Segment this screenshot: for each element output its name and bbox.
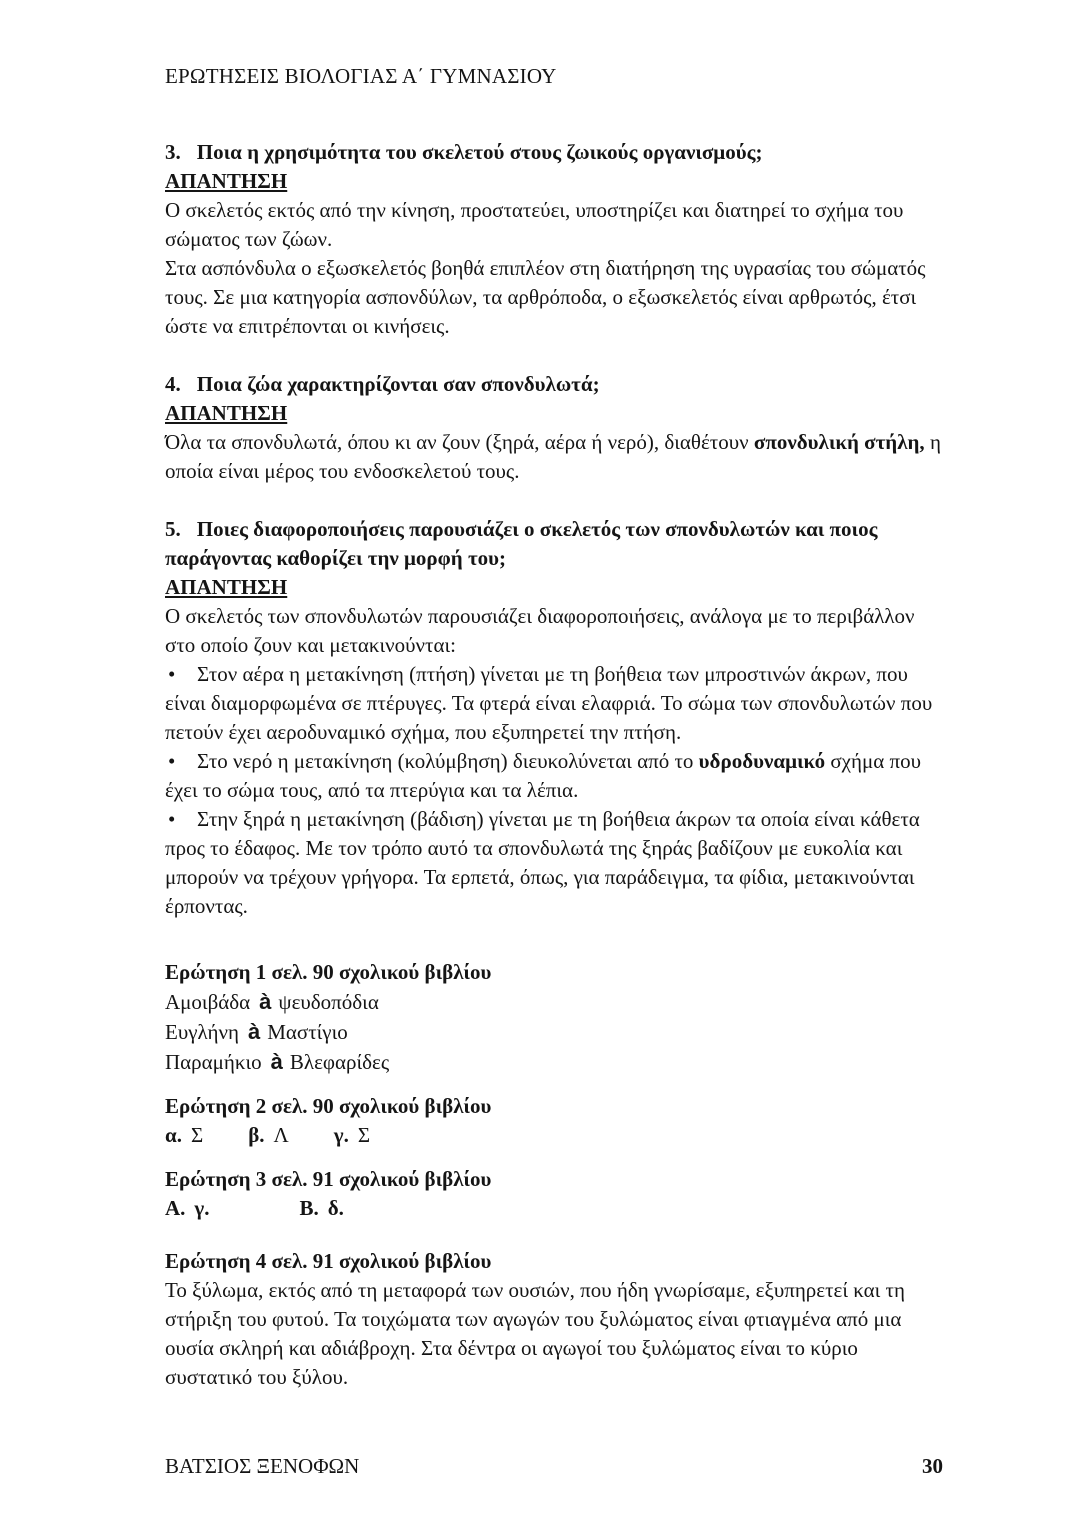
match-line xyxy=(165,1017,943,1047)
answer-pair xyxy=(165,1123,203,1147)
bullet-icon: • xyxy=(168,662,176,686)
match-value: Βλεφαρίδες xyxy=(289,1050,390,1074)
answer-label: ΑΠΑΝΤΗΣΗ xyxy=(165,169,288,193)
question-section-4 xyxy=(165,370,943,486)
answer-pair-value: Σ xyxy=(357,1123,371,1147)
match-value: ψευδοπόδια xyxy=(278,990,379,1014)
exercise-heading: Ερώτηση 1 σελ. 90 σχολικού βιβλίου xyxy=(165,960,492,984)
answer-label: ΑΠΑΝΤΗΣΗ xyxy=(165,575,288,599)
match-name: Παραμήκιο xyxy=(165,1050,262,1074)
answer-label: ΑΠΑΝΤΗΣΗ xyxy=(165,401,288,425)
question-title xyxy=(165,515,943,573)
answer-bold-term: σπονδυλική στήλη, xyxy=(753,430,925,454)
answer-text: Όλα τα σπονδυλωτά, όπου κι αν ζουν (ξηρά, αέρα ή νερό), διαθέτουν xyxy=(165,430,754,454)
question-title xyxy=(165,138,943,167)
exercise-body: Το ξύλωμα, εκτός από τη μεταφορά των ουσιών, που ήδη γνωρίσαμε, εξυπηρετεί και τη στήριξη του φυτού. Τα τοιχώματα των αγωγών του ξυλώματος είναι φτιαγμένα από μια ουσία σκληρή και αδιάβροχη. Στα δέντρα οι αγωγοί του ξυλώματος είναι το κύριο συστατικό του ξύλου. xyxy=(165,1278,905,1389)
arrow-icon: à xyxy=(270,1049,283,1074)
match-name: Αμοιβάδα xyxy=(165,990,251,1014)
match-line xyxy=(165,1047,943,1077)
answer-paragraph xyxy=(165,428,943,486)
match-value: Μαστίγιο xyxy=(267,1020,348,1044)
answer-pair-label: Β. xyxy=(299,1196,319,1220)
exercise-section-3 xyxy=(165,1165,943,1223)
bullet-item xyxy=(165,805,943,921)
question-title-text: Ποια ζώα χαρακτηρίζονται σαν σπονδυλωτά; xyxy=(196,372,600,396)
exercise-section-4 xyxy=(165,1247,943,1392)
question-title-text: Ποια η χρησιμότητα του σκελετού στους ζωικούς οργανισμούς; xyxy=(196,140,763,164)
answer-pair-label: γ. xyxy=(333,1123,349,1147)
arrow-icon: à xyxy=(247,1019,261,1044)
answer-pair xyxy=(165,1196,210,1220)
bullet-text: Στην ξηρά η μετακίνηση (βάδιση) γίνεται με τη βοήθεια άκρων τα οποία είναι κάθετα προς το έδαφος. Με τον τρόπο αυτό τα σπονδυλωτά της ξηράς βαδίζουν με ευκολία και μπορούν να τρέχουν γρήγορα. Τα ερπετά, όπως, για παράδειγμα, τα φίδια, μετακινούνται έρποντας. xyxy=(165,807,920,918)
match-line xyxy=(165,987,943,1017)
question-number: 5. xyxy=(165,517,181,541)
answer-intro: Ο σκελετός των σπονδυλωτών παρουσιάζει διαφοροποιήσεις, ανάλογα με το περιβάλλον στο οποίο ζουν και μετακινούνται: xyxy=(165,604,915,657)
answer-pair-value: Λ xyxy=(273,1123,289,1147)
document-header: ΕΡΩΤΗΣΕΙΣ ΒΙΟΛΟΓΙΑΣ Α΄ ΓΥΜΝΑΣΙΟΥ xyxy=(165,64,557,88)
exercise-heading: Ερώτηση 3 σελ. 91 σχολικού βιβλίου xyxy=(165,1167,492,1191)
bullet-text: Στο νερό η μετακίνηση (κολύμβηση) διευκολύνεται από το xyxy=(197,749,699,773)
answer-paragraph: Στα ασπόνδυλα ο εξωσκελετός βοηθά επιπλέον στη διατήρηση της υγρασίας του σώματός τους. Σε μια κατηγορία ασπονδύλων, τα αρθρόποδα, ο εξωσκελετός είναι αρθρωτός, έτσι ώστε να επιτρέπονται οι κινήσεις. xyxy=(165,256,926,338)
exercise-section-2 xyxy=(165,1092,943,1150)
bullet-icon: • xyxy=(168,749,176,773)
answer-pair-value: γ. xyxy=(194,1196,210,1220)
answer-pair xyxy=(334,1123,370,1147)
answer-line xyxy=(165,1194,943,1223)
document-content xyxy=(165,62,943,1407)
question-number: 4. xyxy=(165,372,181,396)
bullet-item xyxy=(165,747,943,805)
arrow-icon: à xyxy=(259,989,272,1014)
answer-pair-value: Σ xyxy=(190,1123,204,1147)
bullet-bold-term: υδροδυναμικό xyxy=(698,749,826,773)
bullet-icon: • xyxy=(168,807,176,831)
exercise-section-1 xyxy=(165,958,943,1077)
answer-pair xyxy=(300,1196,344,1220)
question-number: 3. xyxy=(165,140,181,164)
answer-pair-label: Α. xyxy=(165,1196,186,1220)
answer-text: η οποία είναι μέρος του ενδοσκελετού τους. xyxy=(165,430,941,483)
footer xyxy=(165,1452,943,1481)
question-section-5 xyxy=(165,515,943,921)
question-title xyxy=(165,370,943,399)
answer-pair-value: δ. xyxy=(327,1196,344,1220)
footer-author: ΒΑΤΣΙΟΣ ΞΕΝΟΦΩΝ xyxy=(165,1454,360,1478)
bullet-item xyxy=(165,660,943,747)
exercise-heading: Ερώτηση 4 σελ. 91 σχολικού βιβλίου xyxy=(165,1249,492,1273)
answer-pair xyxy=(248,1123,289,1147)
answer-pair-label: α. xyxy=(165,1123,182,1147)
answer-line xyxy=(165,1121,943,1150)
bullet-text: σχήμα που έχει το σώμα τους, από τα πτερύγια και τα λέπια. xyxy=(165,749,921,802)
exercise-heading: Ερώτηση 2 σελ. 90 σχολικού βιβλίου xyxy=(165,1094,492,1118)
answer-paragraph: Ο σκελετός εκτός από την κίνηση, προστατεύει, υποστηρίζει και διατηρεί το σχήμα του σώματος των ζώων. xyxy=(165,198,904,251)
bullet-text: Στον αέρα η μετακίνηση (πτήση) γίνεται με τη βοήθεια των μπροστινών άκρων, που είναι διαμορφωμένα σε πτέρυγες. Τα φτερά είναι ελαφριά. Το σώμα των σπονδυλωτών που πετούν έχει αεροδυναμικό σχήμα, που εξυπηρετεί την πτήση. xyxy=(165,662,933,744)
match-name: Ευγλήνη xyxy=(165,1020,239,1044)
answer-pair-label: β. xyxy=(248,1123,265,1147)
question-section-3 xyxy=(165,138,943,341)
question-title-text: Ποιες διαφοροποιήσεις παρουσιάζει ο σκελετός των σπονδυλωτών και ποιος παράγοντας καθορίζει την μορφή του; xyxy=(165,517,878,570)
page-number: 30 xyxy=(922,1454,943,1478)
